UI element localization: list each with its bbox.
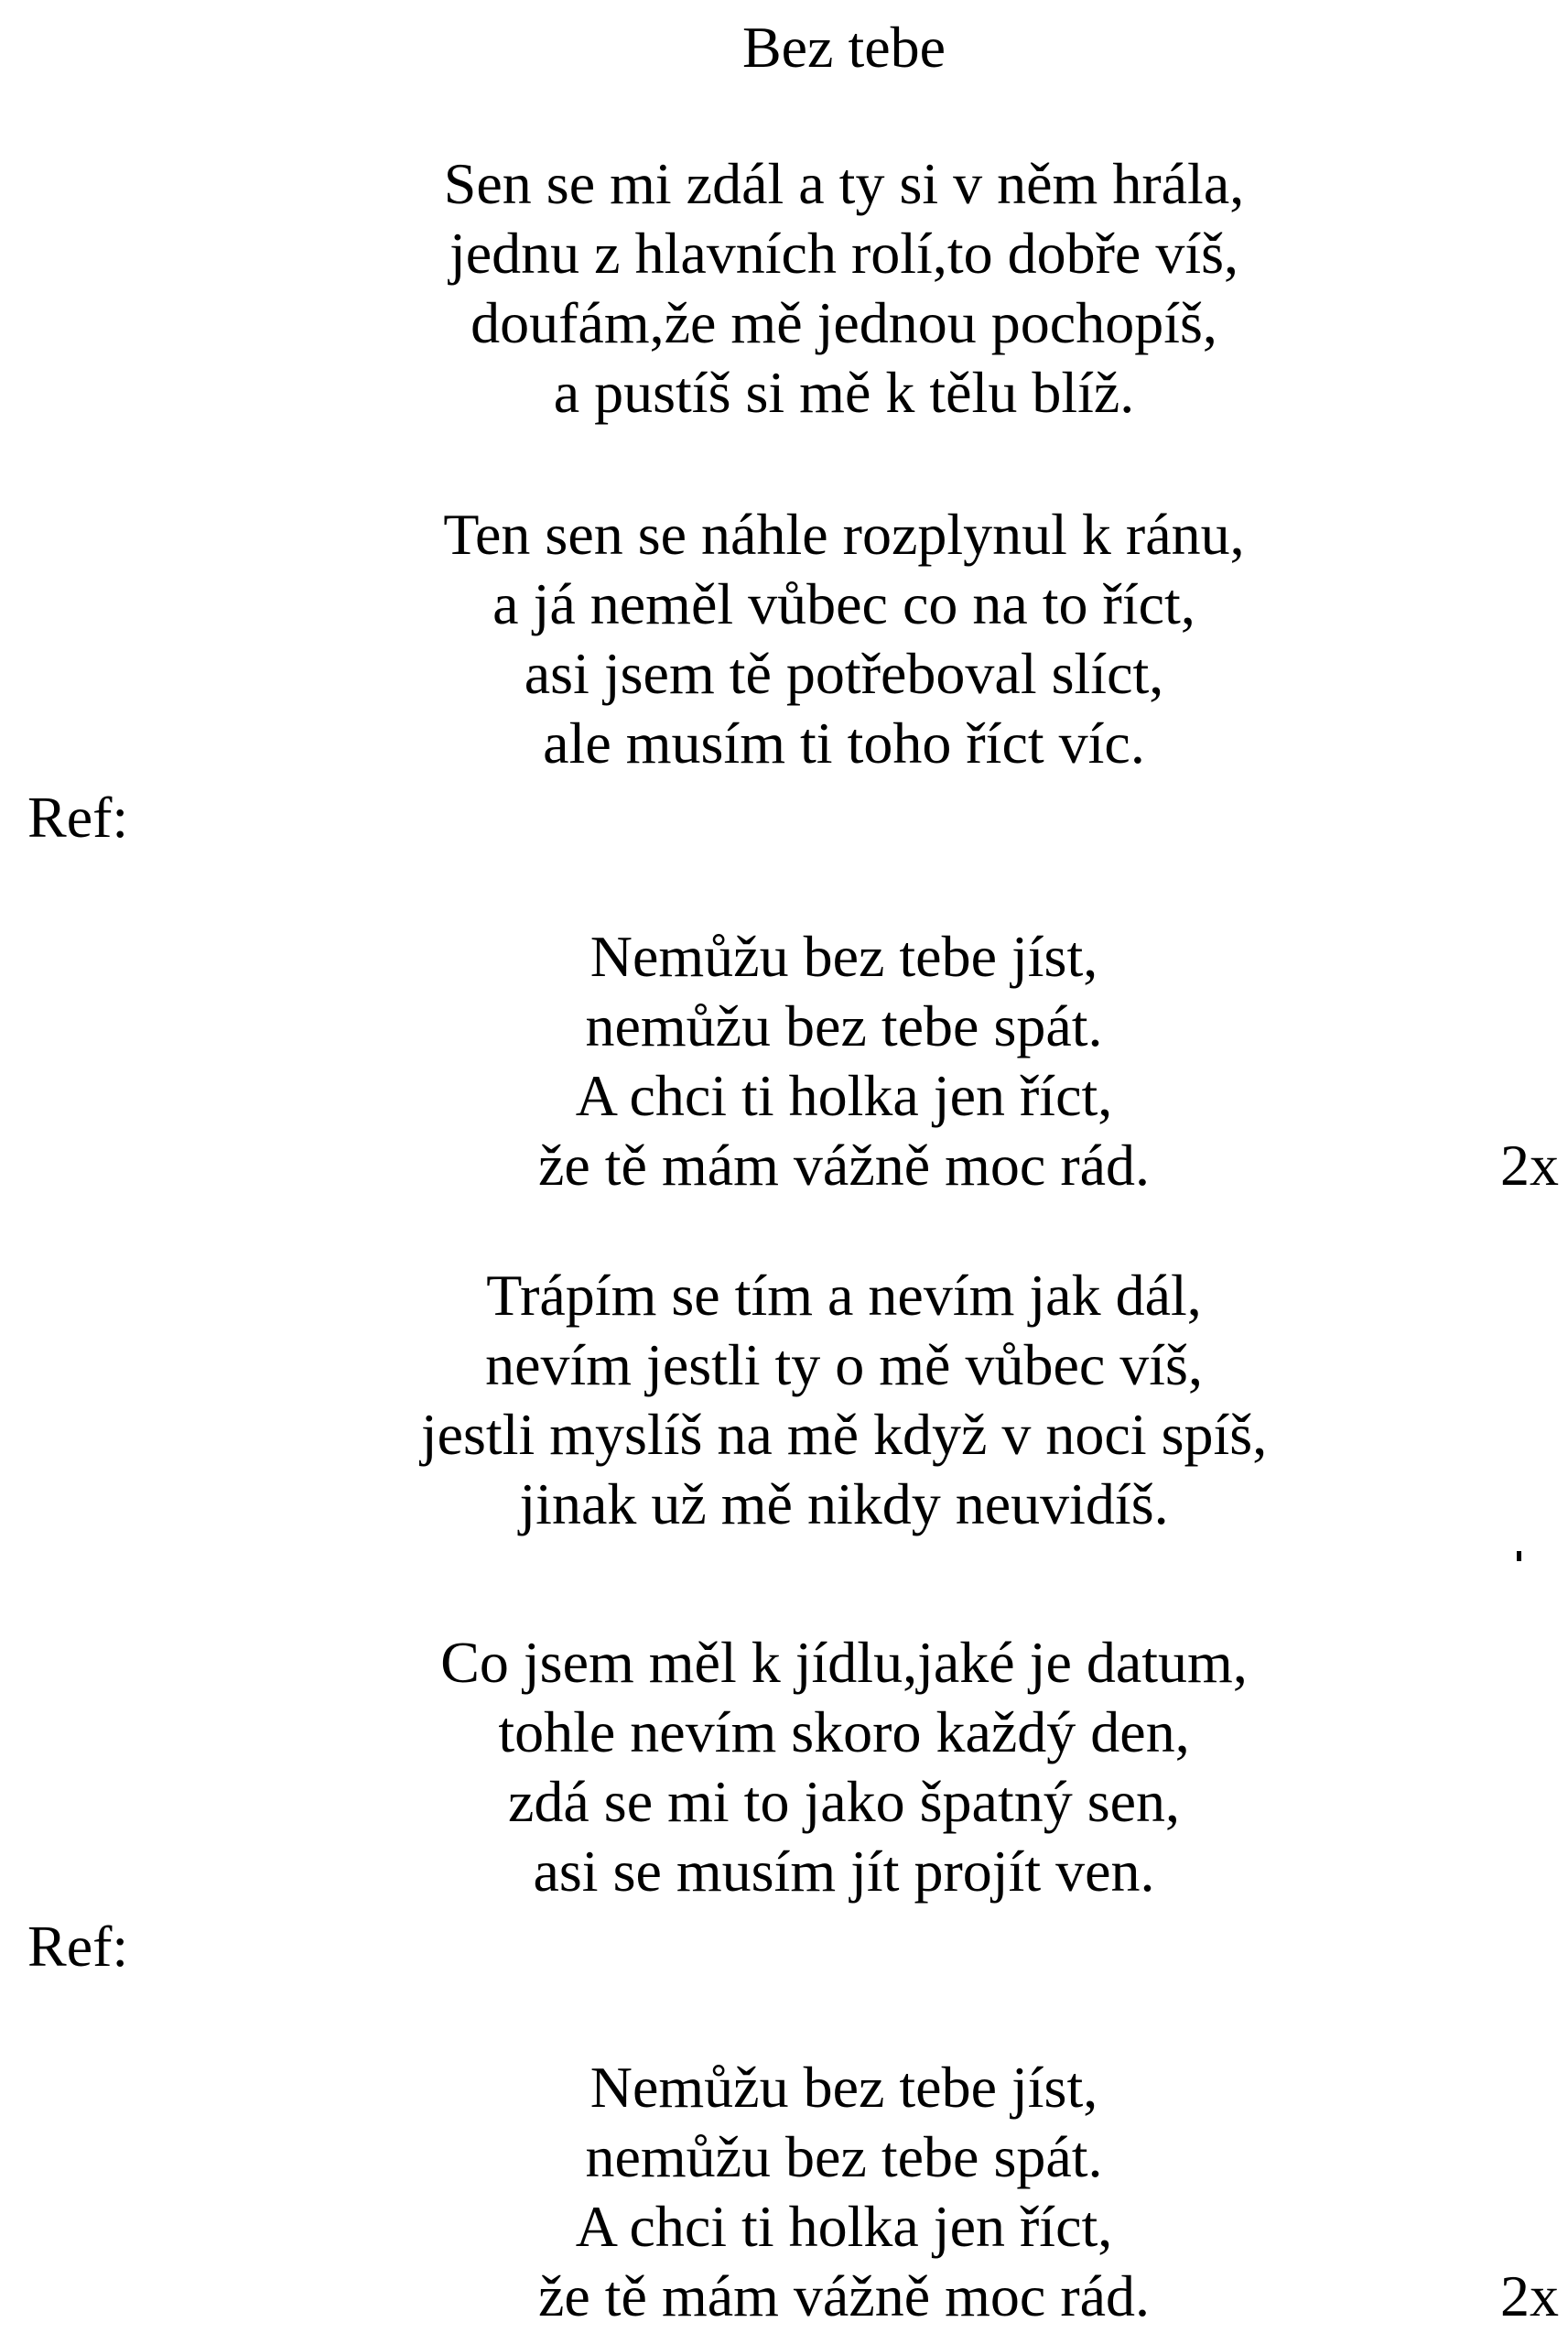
- refrain-line: Nemůžu bez tebe jíst,: [589, 2055, 1098, 2120]
- verse-line: Ten sen se náhle rozplynul k ránu,: [443, 502, 1245, 567]
- refrain-line: nemůžu bez tebe spát.: [585, 2124, 1103, 2189]
- verse-1: [120, 149, 1568, 428]
- verse-line: jinak už mě nikdy neuvidíš.: [519, 1471, 1169, 1536]
- verse-line: Sen se mi zdál a ty si v něm hrála,: [443, 151, 1245, 216]
- refrain-line: nemůžu bez tebe spát.: [585, 993, 1103, 1058]
- verse-line: zdá se mi to jako špatný sen,: [507, 1769, 1181, 1834]
- refrain-line: A chci ti holka jen říct,: [575, 1063, 1113, 1128]
- ref-label-2: Ref:: [27, 1914, 129, 1979]
- verse-line: Trápím se tím a nevím jak dál,: [486, 1263, 1202, 1328]
- verse-2: [120, 500, 1568, 778]
- refrain-line: Nemůžu bez tebe jíst,: [589, 924, 1098, 989]
- verse-line: asi jsem tě potřeboval slíct,: [524, 641, 1164, 706]
- verse-line: asi se musím jít projít ven.: [533, 1839, 1155, 1904]
- verse-line: Co jsem měl k jídlu,jaké je datum,: [440, 1630, 1248, 1695]
- verse-line: a pustíš si mě k tělu blíž.: [553, 360, 1135, 425]
- verse-3: [120, 1261, 1568, 1539]
- verse-4: [120, 1628, 1568, 1906]
- verse-line: doufám,že mě jednou pochopíš,: [470, 290, 1217, 355]
- refrain-1: [120, 922, 1568, 1200]
- verse-line: nevím jestli ty o mě vůbec víš,: [485, 1332, 1203, 1397]
- verse-line: ale musím ti toho říct víc.: [543, 711, 1145, 776]
- repeat-marker-1: 2x: [1500, 1133, 1559, 1198]
- verse-line: jednu z hlavních rolí,to dobře víš,: [449, 221, 1239, 286]
- repeat-marker-2: 2x: [1500, 2263, 1559, 2328]
- verse-line: a já neměl vůbec co na to říct,: [492, 571, 1195, 636]
- refrain-line: že tě mám vážně moc rád.: [537, 2263, 1151, 2328]
- refrain-line: A chci ti holka jen říct,: [575, 2194, 1113, 2259]
- verse-line: jestli myslíš na mě když v noci spíš,: [420, 1402, 1268, 1467]
- refrain-2: [120, 2053, 1568, 2331]
- stray-dot: [1517, 1551, 1521, 1561]
- verse-line: tohle nevím skoro každý den,: [498, 1699, 1190, 1764]
- refrain-line: že tě mám vážně moc rád.: [537, 1133, 1151, 1198]
- song-title: Bez tebe: [741, 15, 946, 80]
- ref-label-1: Ref:: [27, 785, 129, 850]
